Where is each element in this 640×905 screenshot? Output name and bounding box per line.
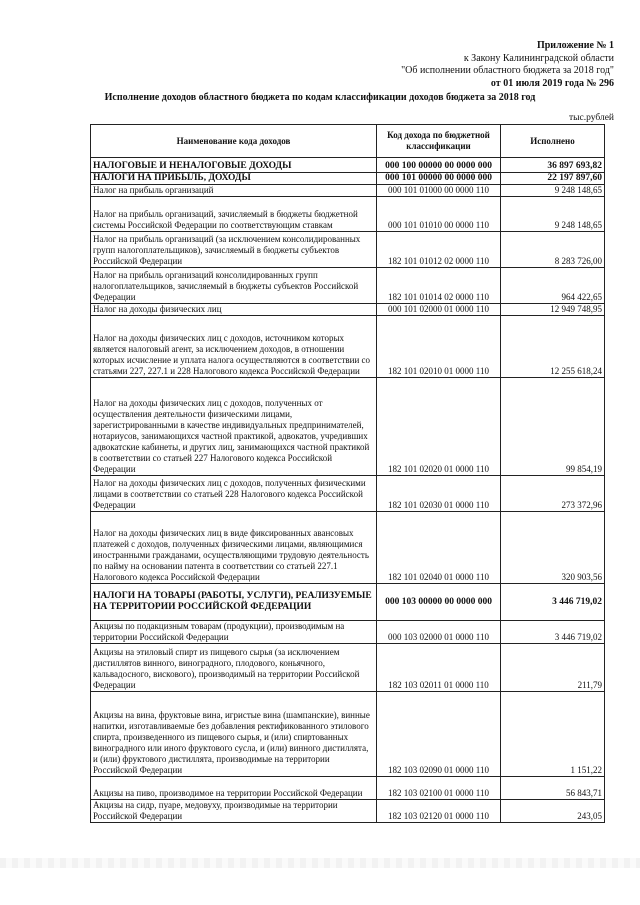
- row-amount: 3 446 719,02: [501, 621, 605, 644]
- row-name: Налог на доходы физических лиц: [91, 304, 377, 316]
- row-amount: 36 897 693,82: [501, 158, 605, 173]
- row-amount: 211,79: [501, 644, 605, 692]
- row-code: 182 101 02010 01 0000 110: [377, 316, 501, 378]
- row-amount: 3 446 719,02: [501, 584, 605, 621]
- table-row: [91, 692, 605, 777]
- table-row: [91, 197, 605, 232]
- table-row: [91, 232, 605, 268]
- row-code: 182 101 02020 01 0000 110: [377, 378, 501, 476]
- row-amount: 22 197 897,60: [501, 173, 605, 185]
- header-amount: Исполнено: [501, 125, 605, 158]
- table-row: [91, 512, 605, 584]
- row-name: Налог на прибыль организаций: [91, 185, 377, 197]
- appendix-title: Приложение № 1: [536, 40, 614, 51]
- table-row: [91, 621, 605, 644]
- row-amount: 12 949 748,95: [501, 304, 605, 316]
- table-row: [91, 378, 605, 476]
- row-code: 182 103 02090 01 0000 110: [377, 692, 501, 777]
- row-code: 182 103 02100 01 0000 110: [377, 777, 501, 800]
- row-amount: 8 283 726,00: [501, 232, 605, 268]
- units-label: тыс.рублей: [568, 113, 614, 123]
- row-name: Акцизы на сидр, пуаре, медовуху, производимые на территории Российской Федерации: [91, 800, 377, 823]
- row-name: Налог на доходы физических лиц с доходов, полученных физическими лицами в соответствии со статьей 228 Налогового кодекса Российской Федерации: [91, 476, 377, 512]
- scan-artifact: [0, 858, 640, 868]
- table-row: [91, 584, 605, 621]
- table-row: [91, 268, 605, 304]
- header-code: Код дохода по бюджетной классификации: [377, 125, 501, 158]
- row-name: Налог на прибыль организаций консолидированных групп налогоплательщиков, зачисляемый в бюджеты субъектов Российской Федерации: [91, 268, 377, 304]
- row-name: Акцизы на вина, фруктовые вина, игристые вина (шампанские), винные напитки, изготавливаемые без добавления ректификованного этилового спирта, произведенного из пищевого сырья, и (или) спиртованных виноградного или иного фруктового сусла, и (или) винного дистиллята, и (или) фруктового дистиллята, производимые на территории Российской Федерации: [91, 692, 377, 777]
- row-name: НАЛОГОВЫЕ И НЕНАЛОГОВЫЕ ДОХОДЫ: [91, 158, 377, 173]
- row-amount: 9 248 148,65: [501, 185, 605, 197]
- row-code: 000 100 00000 00 0000 000: [377, 158, 501, 173]
- row-name: Налог на доходы физических лиц в виде фиксированных авансовых платежей с доходов, полученных физическими лицами, являющимися иностранными гражданами, осуществляющими трудовую деятельность по найму на основании патента в соответствии со статьей 227.1 Налогового кодекса Российской Федерации: [91, 512, 377, 584]
- row-name: Налог на доходы физических лиц с доходов, полученных от осуществления деятельности физическими лицами, зарегистрированными в качестве индивидуальных предпринимателей, нотариусов, занимающихся частной практикой, адвокатов, учредивших адвокатские кабинеты, и других лиц, занимающихся частной практикой в соответствии со статьей 227 Налогового кодекса Российской Федерации: [91, 378, 377, 476]
- table-header-row: [91, 125, 605, 158]
- header-name: Наименование кода доходов: [91, 125, 377, 158]
- row-name: Налог на прибыль организаций (за исключением консолидированных групп налогоплательщиков), зачисляемый в бюджеты субъектов Российской Федерации: [91, 232, 377, 268]
- row-amount: 1 151,22: [501, 692, 605, 777]
- row-amount: 99 854,19: [501, 378, 605, 476]
- row-code: 182 103 02011 01 0000 110: [377, 644, 501, 692]
- row-code: 182 101 01012 02 0000 110: [377, 232, 501, 268]
- row-name: Налог на прибыль организаций, зачисляемый в бюджеты бюджетной системы Российской Федерации по соответствующим ставкам: [91, 197, 377, 232]
- table-row: [91, 800, 605, 823]
- row-code: 000 101 01000 00 0000 110: [377, 185, 501, 197]
- row-name: Налог на доходы физических лиц с доходов, источником которых является налоговый агент, за исключением доходов, в отношении которых исчисление и уплата налога осуществляются в соответствии со статьями 227, 227.1 и 228 Налогового кодекса Российской Федерации: [91, 316, 377, 378]
- row-amount: 12 255 618,24: [501, 316, 605, 378]
- row-code: 000 103 00000 00 0000 000: [377, 584, 501, 621]
- row-amount: 56 843,71: [501, 777, 605, 800]
- table-row: [91, 173, 605, 185]
- table-row: [91, 777, 605, 800]
- table-row: [91, 644, 605, 692]
- row-amount: 9 248 148,65: [501, 197, 605, 232]
- row-amount: 243,05: [501, 800, 605, 823]
- row-amount: 320 903,56: [501, 512, 605, 584]
- table-row: [91, 158, 605, 173]
- row-code: 182 101 02030 01 0000 110: [377, 476, 501, 512]
- document-title: Исполнение доходов областного бюджета по кодам классификации доходов бюджета за 2018 год: [104, 92, 536, 103]
- row-code: 000 103 02000 01 0000 110: [377, 621, 501, 644]
- appendix-line-3: от 01 июля 2019 года № 296: [490, 77, 614, 89]
- row-code: 182 101 02040 01 0000 110: [377, 512, 501, 584]
- row-code: 182 103 02120 01 0000 110: [377, 800, 501, 823]
- row-code: 000 101 02000 01 0000 110: [377, 304, 501, 316]
- row-amount: 964 422,65: [501, 268, 605, 304]
- table-row: [91, 304, 605, 316]
- row-name: Акцизы на этиловый спирт из пищевого сырья (за исключением дистиллятов винного, виноградного, плодового, коньячного, кальвадосного, вискового), производимый на территории Российской Федерации: [91, 644, 377, 692]
- row-name: Акцизы на пиво, производимое на территории Российской Федерации: [91, 777, 377, 800]
- appendix-line-1: к Закону Калининградской области: [463, 52, 614, 64]
- table-row: [91, 316, 605, 378]
- table-row: [91, 476, 605, 512]
- row-name: НАЛОГИ НА ПРИБЫЛЬ, ДОХОДЫ: [91, 173, 377, 185]
- table-row: [91, 185, 605, 197]
- appendix-header: [401, 40, 614, 90]
- appendix-line-2: "Об исполнении областного бюджета за 2018 год": [401, 65, 614, 76]
- row-code: 000 101 01010 00 0000 110: [377, 197, 501, 232]
- row-amount: 273 372,96: [501, 476, 605, 512]
- row-code: 182 101 01014 02 0000 110: [377, 268, 501, 304]
- revenue-table: [90, 124, 605, 823]
- row-code: 000 101 00000 00 0000 000: [377, 173, 501, 185]
- row-name: НАЛОГИ НА ТОВАРЫ (РАБОТЫ, УСЛУГИ), РЕАЛИЗУЕМЫЕ НА ТЕРРИТОРИИ РОССИЙСКОЙ ФЕДЕРАЦИИ: [91, 584, 377, 621]
- row-name: Акцизы по подакцизным товарам (продукции), производимым на территории Российской Федерации: [91, 621, 377, 644]
